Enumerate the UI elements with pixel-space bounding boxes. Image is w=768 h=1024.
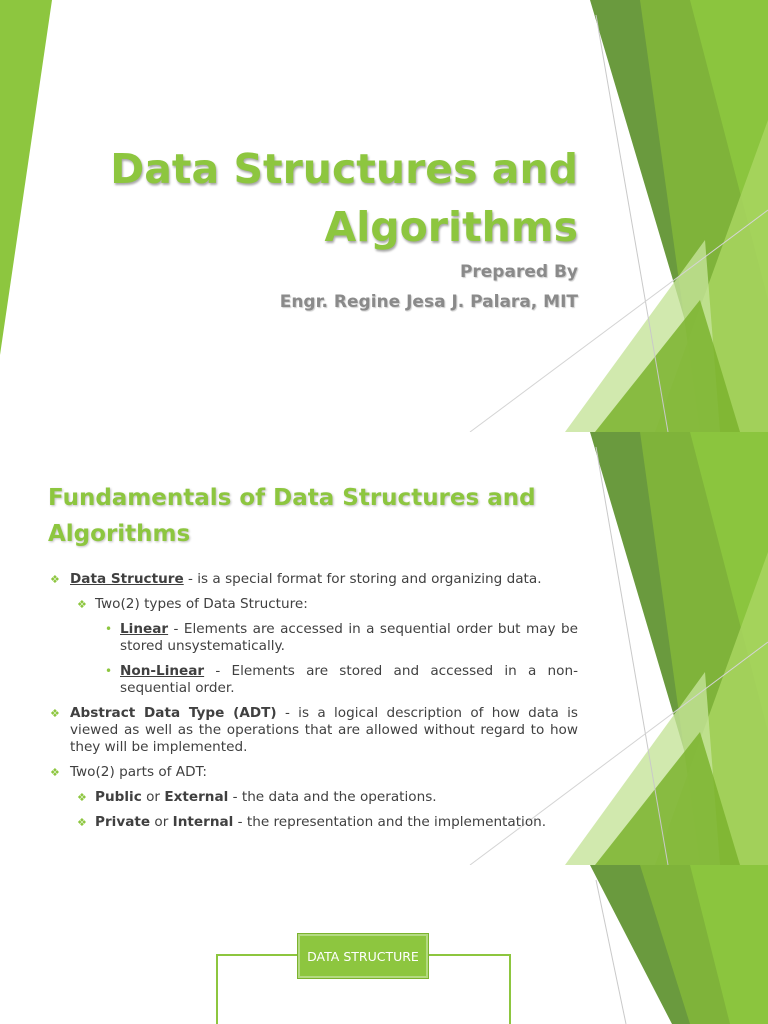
diamond-bullet-icon: ❖: [77, 791, 87, 804]
diamond-bullet-icon: ❖: [50, 707, 60, 720]
author-name: Engr. Regine Jesa J. Palara, MIT: [279, 292, 578, 312]
data-structure-node: DATA STRUCTURE: [297, 933, 429, 979]
right-connector: [427, 955, 510, 1024]
list-item: [48, 596, 578, 613]
diamond-bullet-icon: ❖: [50, 766, 60, 779]
bullet-list: [48, 571, 578, 839]
diagram-slide: [0, 865, 768, 1024]
list-item: [48, 764, 578, 781]
slide-title: Fundamentals of Data Structures and Algorithms: [48, 485, 536, 547]
term: Non-Linear: [120, 663, 205, 679]
list-item: [48, 663, 578, 697]
list-item: [48, 571, 578, 588]
term: Abstract Data Type (ADT): [70, 705, 277, 721]
dot-bullet-icon: •: [105, 664, 113, 678]
definition: - is a logical description of how data is viewed as well as the operations that are allowed without regard to how they will be implemented.: [70, 705, 578, 755]
definition: - the data and the operations.: [228, 789, 437, 805]
list-item: [48, 789, 578, 806]
diamond-bullet-icon: ❖: [77, 816, 87, 829]
list-item: [48, 705, 578, 756]
title-line-2: Algorithms: [324, 203, 578, 251]
dot-bullet-icon: •: [105, 622, 113, 636]
presentation-title: [58, 140, 578, 256]
term: Public: [95, 789, 142, 805]
term: Linear: [120, 621, 169, 637]
connector-text: or: [150, 814, 173, 830]
term: Internal: [172, 814, 234, 830]
term: Private: [95, 814, 151, 830]
definition: - Elements are stored and accessed in a non-sequential order.: [120, 663, 578, 696]
fundamentals-slide: [0, 432, 768, 865]
list-item: [48, 621, 578, 655]
definition: - is a special format for storing and organizing data.: [183, 571, 542, 587]
title-line-1: Data Structures and: [110, 145, 578, 193]
definition: - the representation and the implementation.: [233, 814, 547, 830]
diamond-bullet-icon: ❖: [50, 573, 60, 586]
item-text: Two(2) parts of ADT:: [70, 764, 207, 780]
left-green-shape: [0, 0, 52, 355]
definition: - Elements are accessed in a sequential order but may be stored unsystematically.: [120, 621, 578, 654]
left-connector: [217, 955, 297, 1024]
connector-text: or: [141, 789, 165, 805]
title-slide: [0, 0, 768, 432]
list-item: [48, 814, 578, 831]
item-text: Two(2) types of Data Structure:: [95, 596, 308, 612]
presentation-subtitle: [58, 257, 578, 317]
diamond-bullet-icon: ❖: [77, 598, 87, 611]
prepared-by-label: Prepared By: [459, 262, 578, 282]
term: External: [164, 789, 229, 805]
term: Data Structure: [70, 571, 184, 587]
